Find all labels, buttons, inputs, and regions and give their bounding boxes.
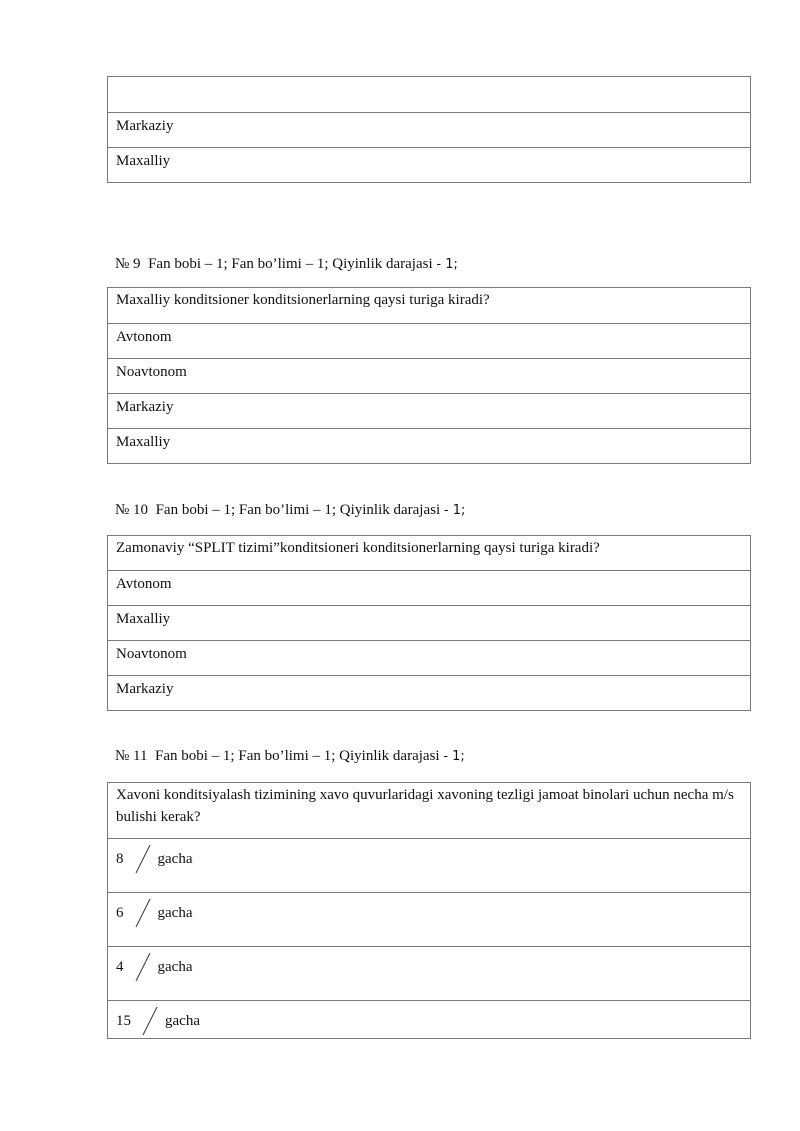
difficulty-level: - 1; [443, 503, 466, 518]
answer-option: Markaziy [108, 676, 751, 711]
question-number: № 9 [115, 256, 141, 272]
answer-unit: gacha [157, 905, 193, 921]
answer-option: Noavtonom [108, 359, 751, 394]
fraction-slash-icon [132, 843, 154, 875]
answer-value: 4 [116, 959, 124, 975]
answer-unit: gacha [157, 851, 193, 867]
answer-cell [108, 1001, 751, 1039]
fraction-slash-icon [139, 1005, 161, 1037]
answer-option: Maxalliy [108, 148, 751, 183]
answer-unit: gacha [157, 959, 193, 975]
question-table-11 [107, 782, 751, 1039]
answer-option: Noavtonom [108, 641, 751, 676]
answer-option: Markaziy [108, 394, 751, 429]
fraction-slash-icon [132, 951, 154, 983]
answer-option [116, 947, 742, 983]
answer-option [116, 839, 742, 875]
answer-option: Markaziy [108, 113, 751, 148]
answer-cell [108, 947, 751, 1001]
question-number: № 10 [115, 502, 149, 518]
question-meta: Fan bobi – 1; Fan bo’limi – 1; Qiyinlik darajasi [155, 748, 440, 764]
answer-option: Avtonom [108, 571, 751, 606]
answer-value: 8 [116, 851, 124, 867]
answer-option [116, 893, 742, 929]
question-text: Xavoni konditsiyalash tizimining xavo quvurlaridagi xavoning tezligi jamoat binolari uchun necha m/s bulishi kerak? [108, 783, 751, 839]
question-table-10 [107, 535, 751, 711]
question-meta: Fan bobi – 1; Fan bo’limi – 1; Qiyinlik darajasi [148, 256, 433, 272]
answer-option: Avtonom [108, 324, 751, 359]
difficulty-level: - 1; [436, 257, 458, 272]
answer-table-continued [107, 76, 751, 183]
answer-option: Maxalliy [108, 606, 751, 641]
question-heading-9 [115, 254, 458, 275]
table-cell-empty [108, 77, 751, 113]
question-table-9 [107, 287, 751, 464]
answer-option: Maxalliy [108, 429, 751, 464]
question-text: Maxalliy konditsioner konditsionerlarning qaysi turiga kiradi? [108, 288, 751, 324]
difficulty-level: - 1; [443, 749, 465, 764]
question-text: Zamonaviy “SPLIT tizimi”konditsioneri konditsionerlarning qaysi turiga kiradi? [108, 536, 751, 571]
fraction-slash-icon [132, 897, 154, 929]
question-number: № 11 [115, 748, 148, 764]
answer-cell [108, 839, 751, 893]
answer-value: 15 [116, 1013, 131, 1029]
answer-value: 6 [116, 905, 124, 921]
answer-cell [108, 893, 751, 947]
question-heading-10 [115, 500, 465, 521]
answer-unit: gacha [165, 1013, 200, 1029]
question-heading-11 [115, 746, 465, 767]
answer-option [116, 1001, 742, 1037]
question-meta: Fan bobi – 1; Fan bo’limi – 1; Qiyinlik darajasi [155, 502, 441, 518]
